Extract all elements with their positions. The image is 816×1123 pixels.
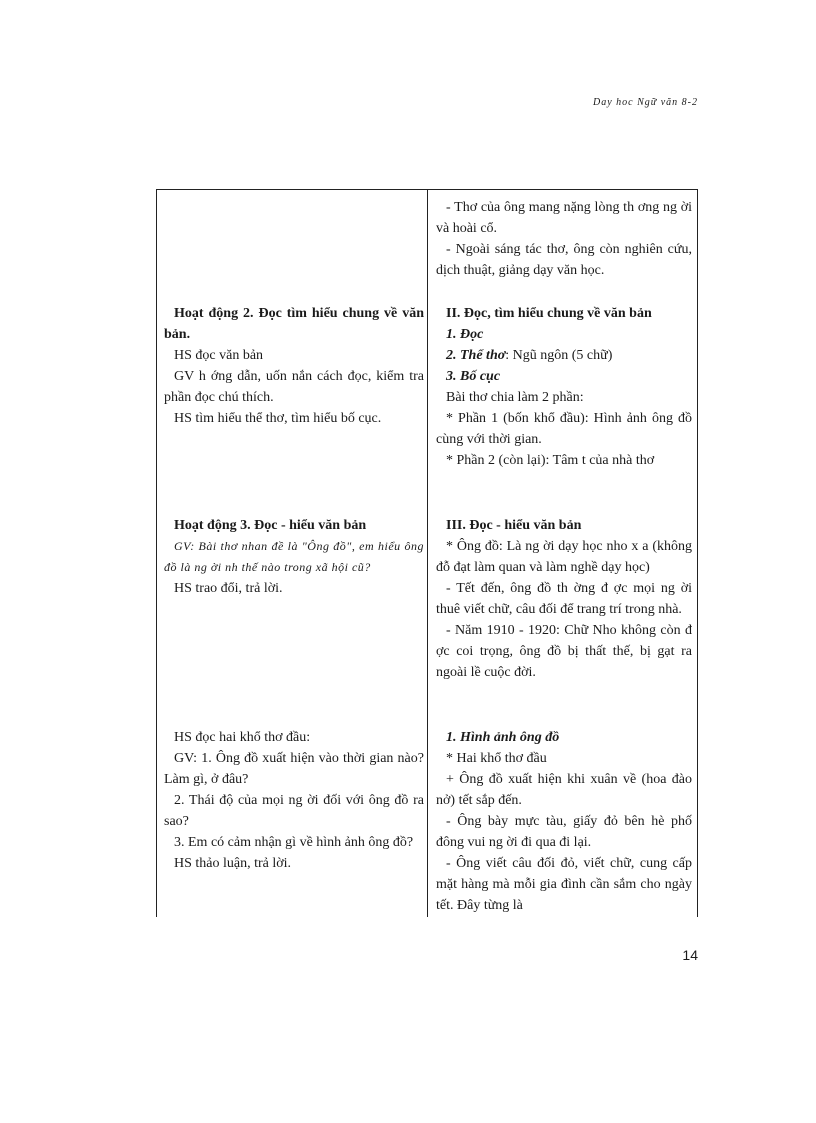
author-note-2: - Ngoài sáng tác thơ, ông còn nghiên cứu, dịch thuật, giảng dạy văn học. (436, 242, 692, 278)
author-note-1: - Thơ của ông mang nặng lòng th ơng ng ời và hoài cổ. (436, 200, 692, 236)
activity-3-title: Hoạt động 3. Đọc - hiểu văn bản (174, 518, 367, 533)
structure-line-1: Bài thơ chia làm 2 phần: (446, 390, 584, 405)
section-2-block (436, 303, 692, 471)
poem-form-label: 2. Thể thơ (446, 348, 506, 363)
activity-2-line-3: HS tìm hiểu thể thơ, tìm hiểu bố cục. (174, 411, 382, 426)
section-3-title: III. Đọc - hiểu văn bản (446, 518, 582, 533)
reading-heading: 1. Đọc (446, 327, 484, 342)
table-right-border (697, 189, 698, 917)
section-4-title: 1. Hình ảnh ông đồ (446, 730, 560, 745)
section-4-para-1: * Hai khổ thơ đầu (446, 751, 547, 766)
activity-3-answer: HS trao đổi, trả lời. (174, 581, 283, 596)
activity-2-line-1: HS đọc văn bản (174, 348, 264, 363)
section-3-para-1: * Ông đồ: Là ng ời dạy học nho x a (không đỗ đạt làm quan và làm nghề dạy học) (436, 539, 692, 575)
question-line-1: HS đọc hai khổ thơ đầu: (174, 730, 311, 745)
section-3-para-2: - Tết đến, ông đồ th ờng đ ợc mọi ng ời thuê viết chữ, câu đối để trang trí trong nhà. (436, 581, 692, 617)
question-line-2: GV: 1. Ông đồ xuất hiện vào thời gian nào? Làm gì, ở đâu? (164, 751, 424, 787)
section-4-para-3: - Ông bày mực tàu, giấy đỏ bên hè phố đông vui ng ời đi qua đi lại. (436, 814, 692, 850)
question-line-5: HS thảo luận, trả lời. (174, 856, 292, 871)
structure-heading: 3. Bố cục (446, 369, 501, 384)
section-3-para-3: - Năm 1910 - 1920: Chữ Nho không còn đ ợc coi trọng, ông đồ bị thất thế, bị gạt ra ngoài lề cuộc đời. (436, 623, 692, 680)
question-line-4: 3. Em có cảm nhận gì về hình ảnh ông đồ? (174, 835, 414, 850)
section-4-para-2: + Ông đồ xuất hiện khi xuân về (hoa đào nở) tết sắp đến. (436, 772, 692, 808)
table-left-border (156, 189, 157, 917)
structure-line-3: * Phần 2 (còn lại): Tâm t của nhà thơ (446, 453, 655, 468)
running-header: Day hoc Ngữ văn 8-2 (593, 97, 698, 108)
section-3-block (436, 515, 692, 683)
section-2-title: II. Đọc, tìm hiểu chung về văn bản (446, 306, 652, 321)
author-notes-block (436, 197, 692, 281)
activity-2-title: Hoạt động 2. Đọc tìm hiểu chung về văn bản. (164, 306, 424, 342)
section-4-block (436, 727, 692, 916)
poem-form-text: : Ngũ ngôn (5 chữ) (505, 348, 613, 363)
section-4-para-4: - Ông viết câu đối đỏ, viết chữ, cung cấp mặt hàng mà mỗi gia đình cần sắm cho ngày tết. Đây từng là (436, 856, 692, 913)
activity-3-question: GV: Bài thơ nhan đề là "Ông đồ", em hiểu ông đồ là ng ời nh thế nào trong xã hội cũ? (164, 539, 424, 574)
table-column-divider (427, 189, 428, 917)
activity-2-block (164, 303, 424, 429)
question-line-3: 2. Thái độ của mọi ng ời đối với ông đồ ra sao? (164, 793, 424, 829)
activity-2-line-2: GV h ớng dẫn, uốn nắn cách đọc, kiểm tra phần đọc chú thích. (164, 369, 424, 405)
page-number: 14 (682, 947, 698, 963)
poem-form-line (436, 345, 692, 366)
activity-3-block (164, 515, 424, 599)
question-block (164, 727, 424, 874)
lesson-table (156, 189, 698, 917)
structure-line-2: * Phần 1 (bốn khổ đầu): Hình ảnh ông đồ cùng với thời gian. (436, 411, 692, 447)
